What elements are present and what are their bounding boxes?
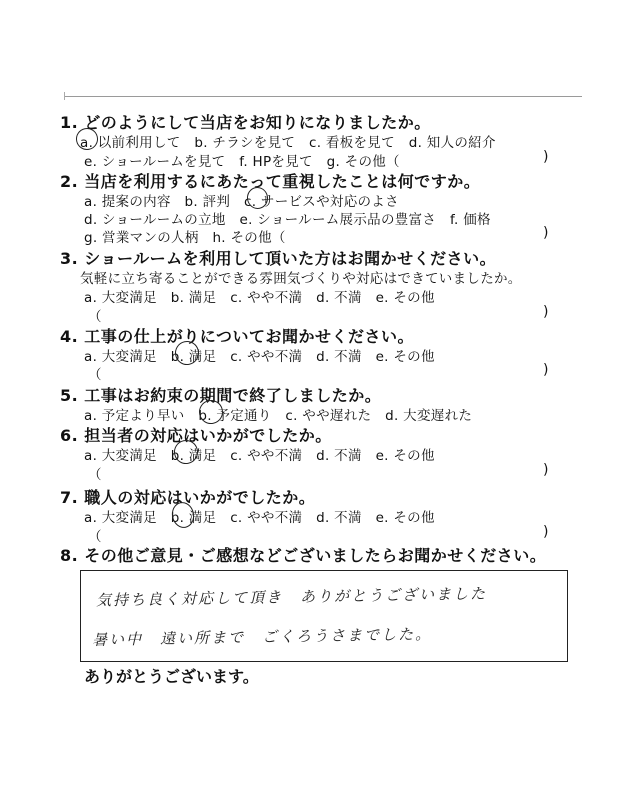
question-1-close-paren: ) [543, 149, 549, 165]
question-4-open-paren: （ [88, 367, 102, 383]
question-2-options-line-2: d. ショールームの立地 e. ショールーム展示品の豊富さ f. 価格 [84, 212, 491, 228]
scan-top-edge [64, 96, 582, 97]
question-3-open-paren: （ [88, 309, 102, 325]
closing-thanks: ありがとうございます。 [84, 667, 259, 686]
question-2-options-line-3: g. 営業マンの人柄 h. その他（ [84, 230, 286, 246]
question-3-title: 3. ショールームを利用して頂いた方はお聞かせください。 [60, 249, 497, 268]
question-4-close-paren: ) [543, 362, 549, 378]
scan-corner-mark [64, 92, 77, 100]
question-6-open-paren: （ [88, 467, 102, 483]
question-1-options-line-1: a. 以前利用して b. チラシを見て c. 看板を見て d. 知人の紹介 [80, 135, 496, 151]
question-3-close-paren: ) [543, 304, 549, 320]
question-4-options: a. 大変満足 b. 満足 c. やや不満 d. 不満 e. その他 [84, 349, 435, 365]
question-8-title: 8. その他ご意見・ご感想などございましたらお聞かせください。 [60, 546, 547, 565]
question-7-title: 7. 職人の対応はいかがでしたか。 [60, 488, 316, 507]
question-2-close-paren: ) [543, 225, 549, 241]
question-3-options: a. 大変満足 b. 満足 c. やや不満 d. 不満 e. その他 [84, 290, 435, 306]
question-4-title: 4. 工事の仕上がりについてお聞かせください。 [60, 327, 414, 346]
question-7-open-paren: （ [88, 529, 102, 545]
handwritten-comment-line-1: 気持ち良く対応して頂き ありがとうございました [95, 584, 488, 610]
question-3-subtitle: 気軽に立ち寄ることができる雰囲気づくりや対応はできていましたか。 [80, 271, 522, 287]
question-7-options: a. 大変満足 b. 満足 c. やや不満 d. 不満 e. その他 [84, 510, 435, 526]
question-2-options-line-1: a. 提案の内容 b. 評判 c. サービスや対応のよさ [84, 194, 399, 210]
question-2-title: 2. 当店を利用するにあたって重視したことは何ですか。 [60, 172, 481, 191]
question-6-options: a. 大変満足 b. 満足 c. やや不満 d. 不満 e. その他 [84, 448, 435, 464]
question-5-options: a. 予定より早い b. 予定通り c. やや遅れた d. 大変遅れた [84, 408, 473, 424]
question-1-title: 1. どのようにして当店をお知りになりましたか。 [60, 113, 431, 132]
question-5-title: 5. 工事はお約束の期間で終了しましたか。 [60, 386, 382, 405]
question-6-close-paren: ) [543, 462, 549, 478]
handwritten-comment-line-2: 暑い中 遠い所まで ごくろうさまでした。 [91, 625, 433, 649]
question-7-close-paren: ) [543, 524, 549, 540]
question-1-options-line-2: e. ショールームを見て f. HPを見て g. その他（ [84, 154, 400, 170]
question-6-title: 6. 担当者の対応はいかがでしたか。 [60, 426, 332, 445]
